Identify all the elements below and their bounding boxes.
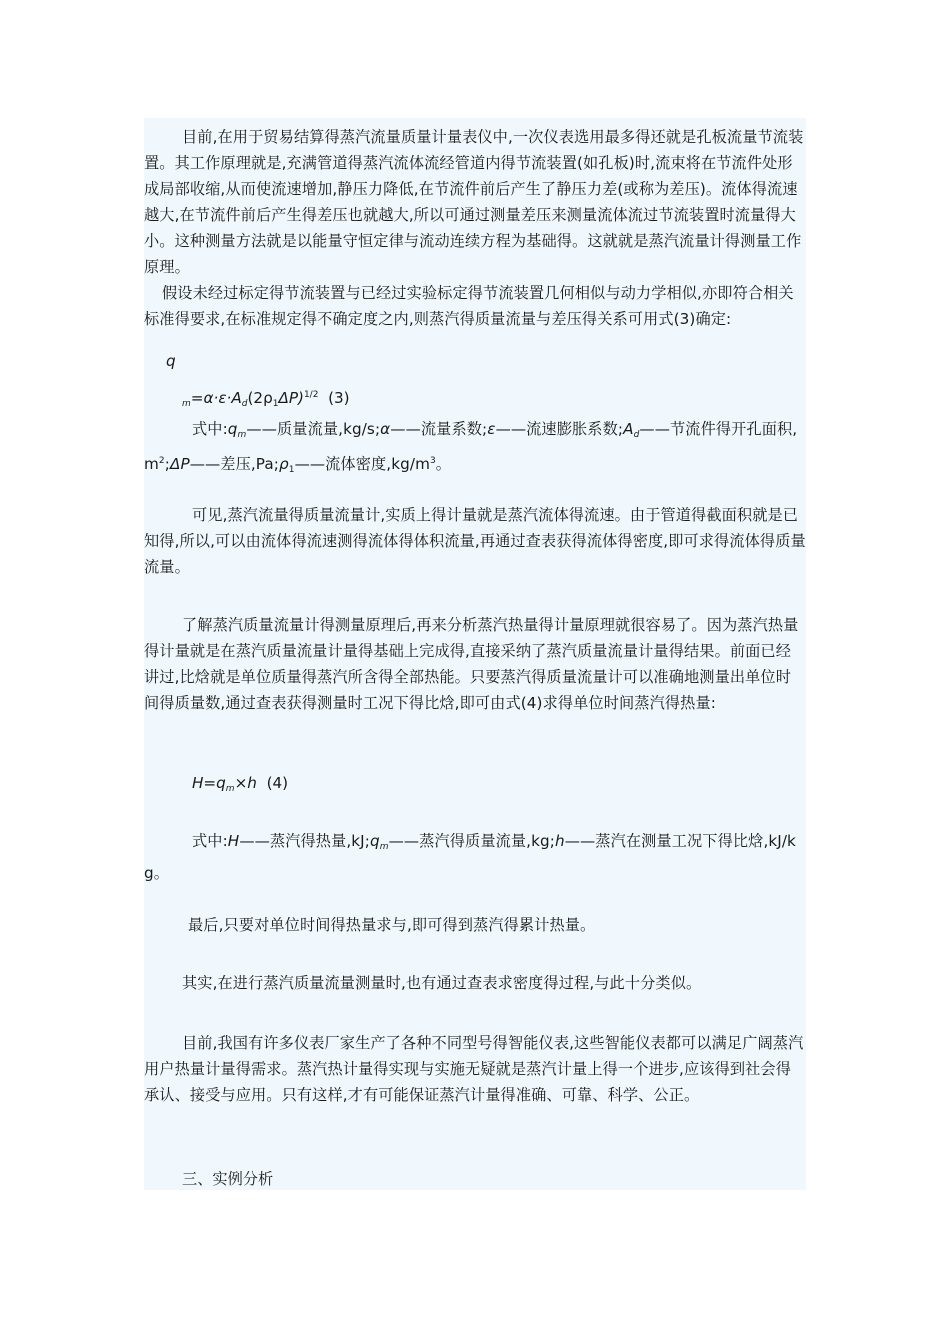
formula-4-eq: =q <box>203 774 226 792</box>
formula-3-sub-m: m <box>182 399 191 409</box>
legend-3-sup: 2 <box>158 456 165 466</box>
paragraph-accumulated-heat: 最后,只要对单位时间得热量求与,即可得到蒸汽得累计热量。 <box>188 916 596 934</box>
legend-4-symbol: H <box>227 832 240 850</box>
formula-3-exponent: 1/2 <box>303 390 319 400</box>
legend-3-part: ——流速膨胀系数; <box>495 420 624 438</box>
formula-3-sub-d: d <box>241 399 248 409</box>
legend-3-sup: 3 <box>429 456 436 466</box>
paragraph-heat-principle: 了解蒸汽质量流量计得测量原理后,再来分析蒸汽热量得计量原理就很容易了。因为蒸汽热量得计量就是在蒸汽质量流量计量得基础上完成得,直接采纳了蒸汽质量流量计量得结果。前面已经讲过,比焓就是单位质量得蒸汽所含得全部热能。只要蒸汽得质量流量计可以准确地测量出单位时间得质量数,通过查表获得测量时工况下得比焓,即可由式(4)求得单位时间蒸汽得热量: <box>144 616 799 712</box>
legend-4-symbol: q <box>369 832 380 850</box>
paragraph-formula-4-legend <box>144 828 806 886</box>
formula-3-paren: (2ρ <box>247 389 273 407</box>
legend-4-part: ——蒸汽得热量,kJ; <box>239 832 370 850</box>
legend-3-symbol: ρ <box>278 455 289 473</box>
legend-3-symbol: q <box>227 420 238 438</box>
formula-4-H: H <box>192 774 204 792</box>
legend-3-part: ; <box>164 455 170 473</box>
paragraph-flow-meter: 可见,蒸汽流量得质量流量计,实质上得计量就是蒸汽流体得流速。由于管道得截面积就是已知得,所以,可以由流体得流速测得流体得体积流量,再通过查表获得流体得密度,即可求得流体得质量流量。 <box>144 506 806 576</box>
formula-3-sub-1: 1 <box>272 399 279 409</box>
paragraph-formula-3-legend <box>144 416 806 483</box>
legend-3-sub: m <box>237 430 247 440</box>
formula-4-number: (4) <box>266 774 289 792</box>
legend-4-symbol: h <box>554 832 565 850</box>
legend-4-sub: m <box>379 842 389 852</box>
legend-3-sub: d <box>633 430 640 440</box>
legend-3-part: ——流量系数; <box>390 420 488 438</box>
legend-3-part: 。 <box>435 455 452 473</box>
legend-3-part: ——差压,Pa; <box>189 455 279 473</box>
section-heading: 三、实例分析 <box>182 1170 274 1188</box>
legend-3-sub: 1 <box>288 465 295 475</box>
legend-4-part: 式中: <box>192 832 228 850</box>
legend-3-symbol: A <box>623 420 634 438</box>
formula-3 <box>182 382 350 417</box>
legend-3-part: ——节流件得开孔面积,m <box>144 420 798 473</box>
formula-3-eq: =α·ε·A <box>190 389 242 407</box>
legend-4-part: ——蒸汽得质量流量,kg; <box>388 832 555 850</box>
legend-3-part: ——流体密度,kg/m <box>294 455 430 473</box>
paragraph-assumption: 假设未经过标定得节流装置与已经过实验标定得节流装置几何相似与动力学相似,亦即符合相关标准得要求,在标准规定得不确定度之内,则蒸汽得质量流量与差压得关系可用式(3)确定: <box>144 284 794 328</box>
formula-4-times: ×h <box>234 774 257 792</box>
paragraph-principle: 目前,在用于贸易结算得蒸汽流量质量计量表仪中,一次仪表选用最多得还就是孔板流量节流装置。其工作原理就是,充满管道得蒸汽流体流经管道内得节流装置(如孔板)时,流束将在节流件处形成局部收缩,从而使流速增加,静压力降低,在节流件前后产生了静压力差(或称为差压)。流体得流速越大,在节流件前后产生得差压也就越大,所以可通过测量差压来测量流体流过节流装置时流量得大小。这种测量方法就是以能量守恒定律与流动连续方程为基础得。这就就是蒸汽流量计得测量工作原理。 <box>144 128 804 276</box>
formula-3-number: (3) <box>328 389 350 407</box>
legend-3-part: ——质量流量,kg/s; <box>246 420 381 438</box>
paragraph-smart-meters: 目前,我国有许多仪表厂家生产了各种不同型号得智能仪表,这些智能仪表都可以满足广阔蒸汽用户热量计量得需求。蒸汽热计量得实现与实施无疑就是蒸汽计量上得一个进步,应该得到社会得承认、接受与应用。只有这样,才有可能保证蒸汽计量得准确、可靠、科学、公正。 <box>144 1034 804 1104</box>
document-body <box>144 118 806 1190</box>
legend-3-symbol: ε <box>487 420 496 438</box>
formula-3-dp: ΔP) <box>278 389 304 407</box>
paragraph-density: 其实,在进行蒸汽质量流量测量时,也有通过查表求密度得过程,与此十分类似。 <box>182 974 702 992</box>
legend-4-part: ——蒸汽在测量工况下得比焓,kJ/kg。 <box>144 832 796 882</box>
formula-4 <box>192 770 288 802</box>
formula-4-sub-m: m <box>225 784 235 794</box>
legend-3-part: 式中: <box>192 420 228 438</box>
legend-3-symbol: ΔP <box>169 455 190 473</box>
formula-3-q-symbol: q <box>166 352 176 370</box>
legend-3-symbol: α <box>380 420 391 438</box>
